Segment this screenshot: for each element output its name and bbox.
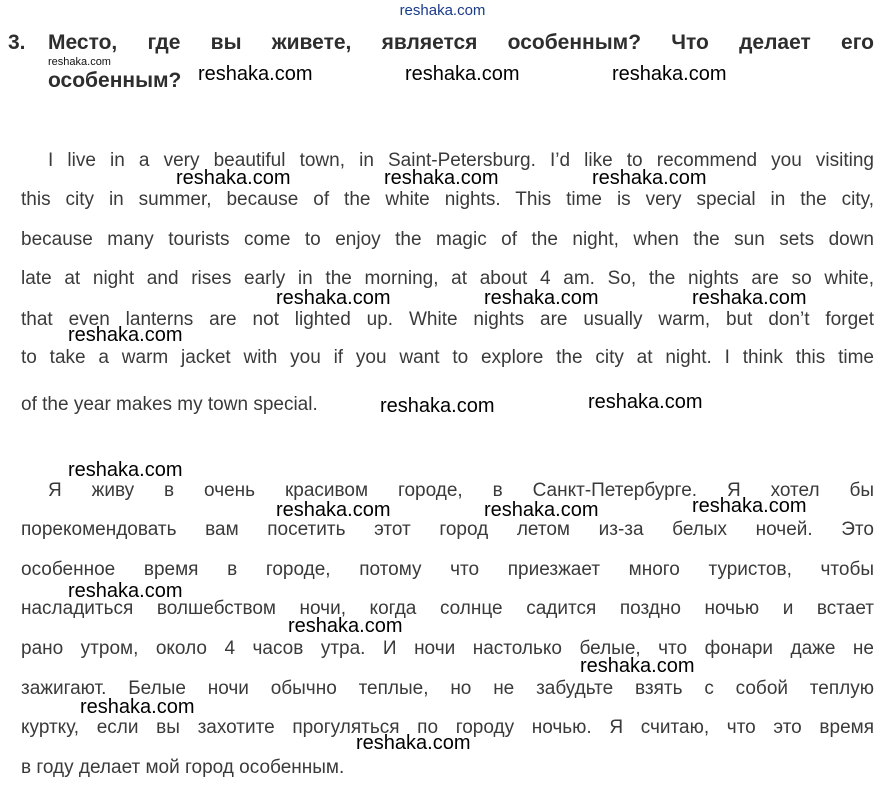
watermark: reshaka.com — [356, 732, 471, 754]
question-line-1: Место, где вы живете, является особенным? Что делает его — [48, 31, 874, 54]
watermark: reshaka.com — [588, 391, 703, 413]
watermark-top: reshaka.com — [399, 2, 486, 19]
watermark: reshaka.com — [405, 63, 520, 85]
english-line-6: to take a warm jacket with you if you want to explore the city at night. I think this time — [21, 347, 874, 368]
watermark: reshaka.com — [384, 167, 499, 189]
russian-line-1: Я живу в очень красивом городе, в Санкт-Петербурге. Я хотел бы — [48, 480, 874, 501]
watermark-small: reshaka.com — [48, 56, 111, 68]
english-line-3: because many tourists come to enjoy the magic of the night, when the sun sets down — [21, 229, 874, 250]
watermark: reshaka.com — [68, 580, 183, 602]
watermark: reshaka.com — [68, 459, 183, 481]
watermark: reshaka.com — [276, 287, 391, 309]
question-line-2: особенным? — [48, 69, 182, 92]
english-line-4: late at night and rises early in the morning, at about 4 am. So, the nights are so white, — [21, 268, 874, 289]
watermark: reshaka.com — [612, 63, 727, 85]
english-line-1: I live in a very beautiful town, in Saint-Petersburg. I’d like to recommend you visiting — [48, 150, 874, 171]
watermark: reshaka.com — [692, 287, 807, 309]
russian-line-3: особенное время в городе, потому что приезжает много туристов, чтобы — [21, 559, 874, 580]
russian-line-2: порекомендовать вам посетить этот город летом из-за белых ночей. Это — [21, 519, 874, 540]
watermark: reshaka.com — [198, 63, 313, 85]
watermark: reshaka.com — [176, 167, 291, 189]
russian-line-8: в году делает мой город особенным. — [21, 757, 345, 778]
watermark: reshaka.com — [288, 615, 403, 637]
question-number: 3. — [8, 31, 26, 54]
watermark: reshaka.com — [276, 499, 391, 521]
watermark: reshaka.com — [80, 696, 195, 718]
watermark: reshaka.com — [380, 395, 495, 417]
russian-line-7: куртку, если вы захотите прогуляться по городу ночью. Я считаю, что это время — [21, 717, 874, 738]
english-line-2: this city in summer, because of the white nights. This time is very special in the city, — [21, 189, 874, 210]
watermark: reshaka.com — [484, 499, 599, 521]
english-line-7: of the year makes my town special. — [21, 394, 318, 415]
watermark: reshaka.com — [592, 167, 707, 189]
watermark: reshaka.com — [692, 495, 807, 517]
russian-line-6: зажигают. Белые ночи обычно теплые, но не забудьте взять с собой теплую — [21, 678, 874, 699]
watermark: reshaka.com — [68, 324, 183, 346]
watermark: reshaka.com — [580, 655, 695, 677]
watermark: reshaka.com — [484, 287, 599, 309]
russian-line-4: насладиться волшебством ночи, когда солнце садится поздно ночью и встает — [21, 598, 874, 619]
russian-line-5: рано утром, около 4 часов утра. И ночи настолько белые, что фонари даже не — [21, 638, 874, 659]
english-line-5: that even lanterns are not lighted up. White nights are usually warm, but don’t forget — [21, 309, 874, 330]
